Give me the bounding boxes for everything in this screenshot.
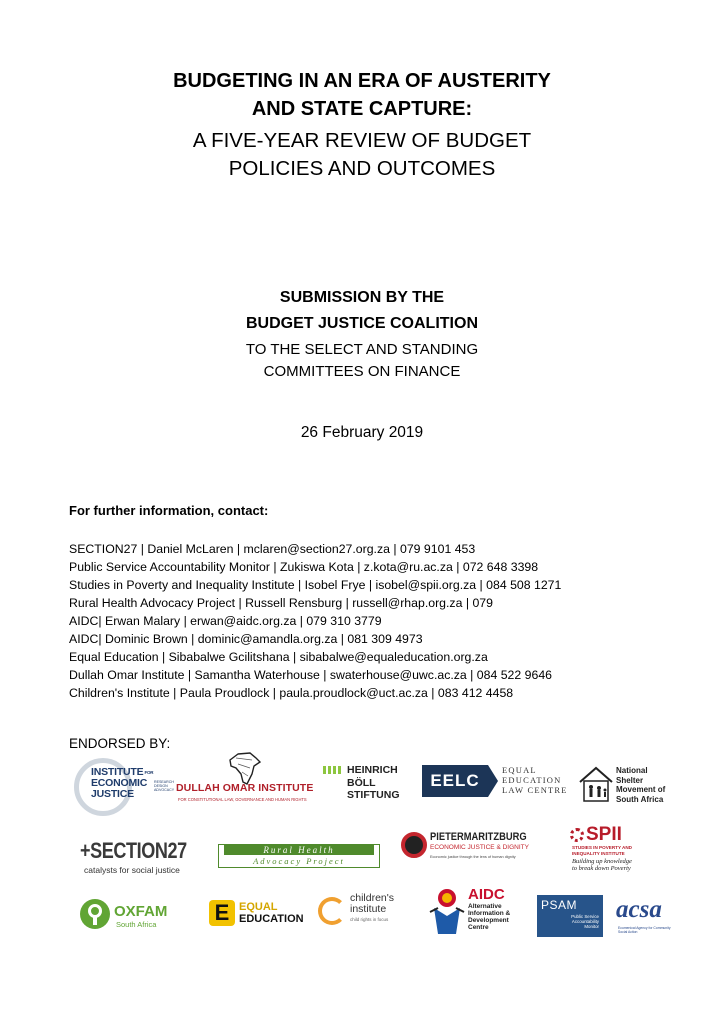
- contact-item: AIDC| Dominic Brown | dominic@amandla.org.za | 081 309 4973: [69, 632, 423, 646]
- aidc-line-3: Development: [468, 917, 509, 924]
- spii-name: SPII: [586, 824, 622, 845]
- iej-line-1: INSTITUTE: [91, 766, 144, 778]
- ci-tagline: child rights in focus: [350, 917, 389, 922]
- logo-dullah-omar-institute: [176, 752, 320, 808]
- hbs-line-2: BÖLL: [347, 776, 376, 789]
- pmb-tagline: Economic justice through the lens of human dignity: [430, 855, 516, 859]
- hbs-line-1: HEINRICH: [347, 764, 398, 776]
- ee-mark: E: [209, 900, 235, 926]
- pmb-name: PIETERMARITZBURG: [430, 831, 527, 843]
- logo-institute-economic-justice: [74, 758, 175, 818]
- pmb-circle-icon: [401, 832, 427, 858]
- aidc-line-4: Centre: [468, 924, 489, 931]
- eelc-line-1: EQUAL: [502, 765, 537, 775]
- iej-small: FOR: [144, 770, 154, 775]
- eelc-arrow-icon: [488, 765, 498, 797]
- psam-name: PSAM: [541, 898, 578, 912]
- house-family-icon: [578, 766, 614, 804]
- endorsed-by-label: ENDORSED BY:: [69, 736, 171, 751]
- document-title-line-1: BUDGETING IN AN ERA OF AUSTERITY: [173, 70, 551, 92]
- logo-childrens-institute: [318, 893, 406, 931]
- contact-item: AIDC| Erwan Malary | erwan@aidc.org.za | 079 310 3779: [69, 614, 382, 628]
- contact-item: Rural Health Advocacy Project | Russell Rensburg | russell@rhap.org.za | 079: [69, 596, 493, 610]
- section27-tagline: catalysts for social justice: [84, 865, 180, 875]
- rhap-line-1: Rural Health: [224, 845, 374, 855]
- contact-item: Dullah Omar Institute | Samantha Waterhouse | swaterhouse@uwc.ac.za | 084 522 9646: [69, 668, 553, 682]
- ci-arc-icon: [318, 897, 346, 925]
- oxfam-figure-icon: [88, 904, 102, 918]
- spii-line-2: STUDIES IN POVERTY AND: [572, 845, 632, 850]
- logo-oxfam: [80, 899, 172, 933]
- eelc-line-3: LAW CENTRE: [502, 785, 568, 795]
- logo-psam: [537, 895, 605, 939]
- submission-line-2: BUDGET JUSTICE COALITION: [245, 315, 478, 332]
- logo-acsa: [616, 894, 674, 938]
- ci-line-1: children's: [350, 892, 395, 904]
- aidc-name: AIDC: [468, 886, 505, 903]
- hbs-line-3: STIFTUNG: [347, 789, 400, 801]
- spii-line-3: INEQUALITY INSTITUTE: [572, 851, 625, 856]
- nsm-line-3: Movement of: [616, 785, 666, 794]
- submission-date: 26 February 2019: [300, 424, 424, 441]
- ci-line-2: institute: [350, 903, 387, 915]
- psam-line-1: Public Service: [571, 914, 599, 919]
- logo-heinrich-boll-stiftung: [323, 764, 405, 804]
- spii-script: Building up knowledge to break down Poverty: [572, 858, 632, 872]
- logo-pietermaritzburg-ejd: [401, 830, 535, 870]
- nsm-line-4: South Africa: [616, 794, 664, 804]
- psam-line-2: Accountability: [571, 919, 599, 924]
- section27-name: +SECTION27: [80, 838, 187, 863]
- contact-heading: For further information, contact:: [69, 503, 269, 518]
- logo-national-shelter-movement: [578, 764, 668, 808]
- aidc-figure-icon: [428, 886, 466, 936]
- spii-gear-icon: [570, 828, 584, 842]
- document-title-line-2: AND STATE CAPTURE:: [251, 98, 473, 120]
- oxfam-name: OXFAM: [114, 903, 168, 920]
- submission-line-3: TO THE SELECT AND STANDING: [245, 341, 479, 358]
- contact-item: Studies in Poverty and Inequality Institute | Isobel Frye | isobel@spii.org.za | 084 508 1271: [69, 578, 562, 592]
- contact-list: [69, 540, 561, 702]
- aidc-line-2: Information &: [468, 910, 511, 917]
- ee-line-1: EQUAL: [239, 901, 278, 913]
- dullah-name: DULLAH OMAR INSTITUTE: [176, 782, 314, 794]
- oxfam-sub: South Africa: [116, 920, 157, 929]
- rhap-line-2: Advocacy Project: [253, 856, 345, 866]
- hbs-mark-icon: [323, 766, 343, 774]
- logo-rural-health-advocacy: [218, 844, 382, 870]
- psam-line-3: Monitor: [584, 924, 599, 929]
- logo-aidc: [428, 886, 528, 938]
- contact-item: Children's Institute | Paula Proudlock | paula.proudlock@uct.ac.za | 083 412 4458: [69, 686, 514, 700]
- acsa-name: acsa: [616, 896, 662, 923]
- submission-line-1: SUBMISSION BY THE: [279, 289, 445, 306]
- logo-equal-education-law-centre: [422, 765, 568, 799]
- pmb-line-2: ECONOMIC JUSTICE & DIGNITY: [430, 844, 529, 851]
- nsm-line-1: National: [616, 766, 648, 775]
- contact-item: Equal Education | Sibabalwe Gcilitshana | sibabalwe@equaleducation.org.za: [69, 650, 488, 664]
- contact-item: SECTION27 | Daniel McLaren | mclaren@section27.org.za | 079 9101 453: [69, 542, 476, 556]
- document-subtitle-line-1: A FIVE-YEAR REVIEW OF BUDGET: [192, 129, 532, 152]
- eelc-mark: EELC: [422, 765, 488, 797]
- document-subtitle-line-2: POLICIES AND OUTCOMES: [228, 157, 496, 180]
- iej-line-2: ECONOMIC: [91, 777, 148, 789]
- africa-map-icon: [228, 752, 264, 786]
- iej-line-3: JUSTICE: [91, 788, 134, 800]
- iej-tagline: RESEARCH DESIGN ADVOCACY: [154, 780, 175, 792]
- logo-equal-education: [209, 900, 313, 928]
- acsa-tagline: Ecumenical Agency for Community Social Action: [618, 926, 671, 934]
- nsm-line-2: Shelter: [616, 775, 644, 785]
- eelc-line-2: EDUCATION: [502, 775, 562, 785]
- logo-section27: [80, 838, 190, 878]
- ee-line-2: EDUCATION: [239, 913, 304, 925]
- aidc-line-1: Alternative: [468, 903, 502, 910]
- logo-spii: [570, 826, 670, 878]
- contact-item: Public Service Accountability Monitor | Zukiswa Kota | z.kota@ru.ac.za | 072 648 3398: [69, 560, 539, 574]
- submission-line-4: COMMITTEES ON FINANCE: [263, 363, 461, 380]
- dullah-tagline: FOR CONSTITUTIONAL LAW, GOVERNANCE AND HUMAN RIGHTS: [178, 797, 307, 802]
